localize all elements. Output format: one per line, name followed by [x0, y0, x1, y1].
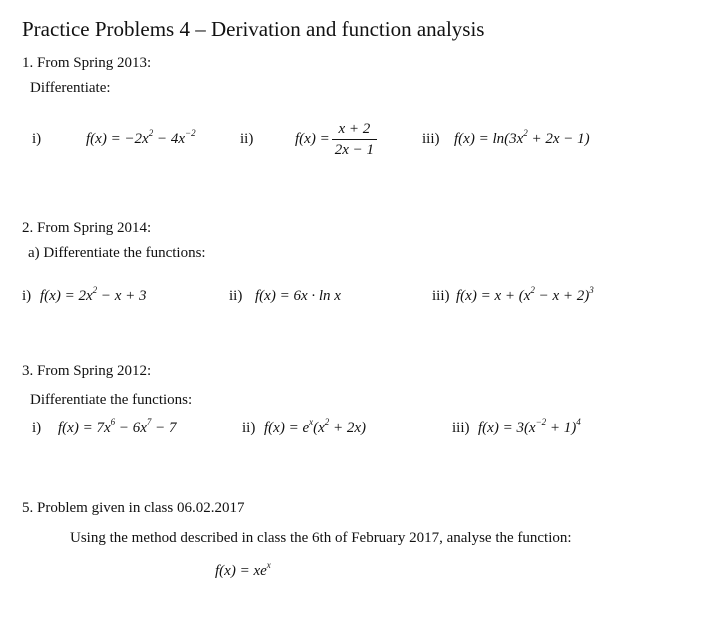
- s1-item2-expression: f(x) = $\frac{x + 2}{2x - 1}$: [295, 120, 379, 159]
- s1-item2-numerator: x + 2: [332, 120, 377, 140]
- s1-item2-denominator: 2x − 1: [334, 142, 374, 158]
- s3-item3-label: iii): [452, 420, 470, 436]
- s1-item1-expression: $f(x) = -2x^2 - 4x^{-2}$: [86, 128, 196, 147]
- s2-item3-expression: $f(x) = x + (x^2 - x + 2)^3$: [456, 285, 594, 304]
- s2-item3-label: iii): [432, 288, 450, 304]
- section1-heading: 1. From Spring 2013:: [22, 55, 152, 71]
- s3-item1-expression: $f(x) = 7x^6 - 6x^7 - 7$: [58, 417, 177, 436]
- s1-item3-label: iii): [422, 131, 440, 147]
- s5-function-expression: $f(x) = xe^x$: [215, 560, 271, 579]
- section1-instruction: Differentiate:: [30, 80, 111, 96]
- s2-item1-label: i): [22, 288, 32, 304]
- s3-item2-expression: $f(x) = e^x(x^2 + 2x)$: [264, 417, 367, 436]
- section2-heading: 2. From Spring 2014:: [22, 220, 152, 236]
- section2-instruction: a) Differentiate the functions:: [28, 245, 206, 261]
- s2-item2-expression: f(x) = 6x · ln x: [255, 288, 341, 304]
- section3-instruction: Differentiate the functions:: [30, 392, 193, 408]
- s3-item2-label: ii): [242, 420, 256, 436]
- s1-item2-label: ii): [240, 131, 254, 147]
- section3-heading: 3. From Spring 2012:: [22, 363, 152, 379]
- s3-item1-label: i): [32, 420, 42, 436]
- section5-heading: 5. Problem given in class 06.02.2017: [22, 500, 245, 516]
- s2-item2-label: ii): [229, 288, 243, 304]
- section5-instruction: Using the method described in class the 6th of February 2017, analyse the function:: [70, 530, 572, 546]
- s1-item1-label: i): [32, 131, 42, 147]
- page-title: Practice Problems 4 – Derivation and function analysis: [22, 17, 485, 41]
- s2-item1-expression: $f(x) = 2x^2 - x + 3$: [40, 285, 147, 304]
- s3-item3-expression: $f(x) = 3(x^{-2} + 1)^4$: [478, 417, 581, 436]
- s1-item3-expression: $f(x) = \ln(3x^2 + 2x - 1)$: [454, 128, 590, 147]
